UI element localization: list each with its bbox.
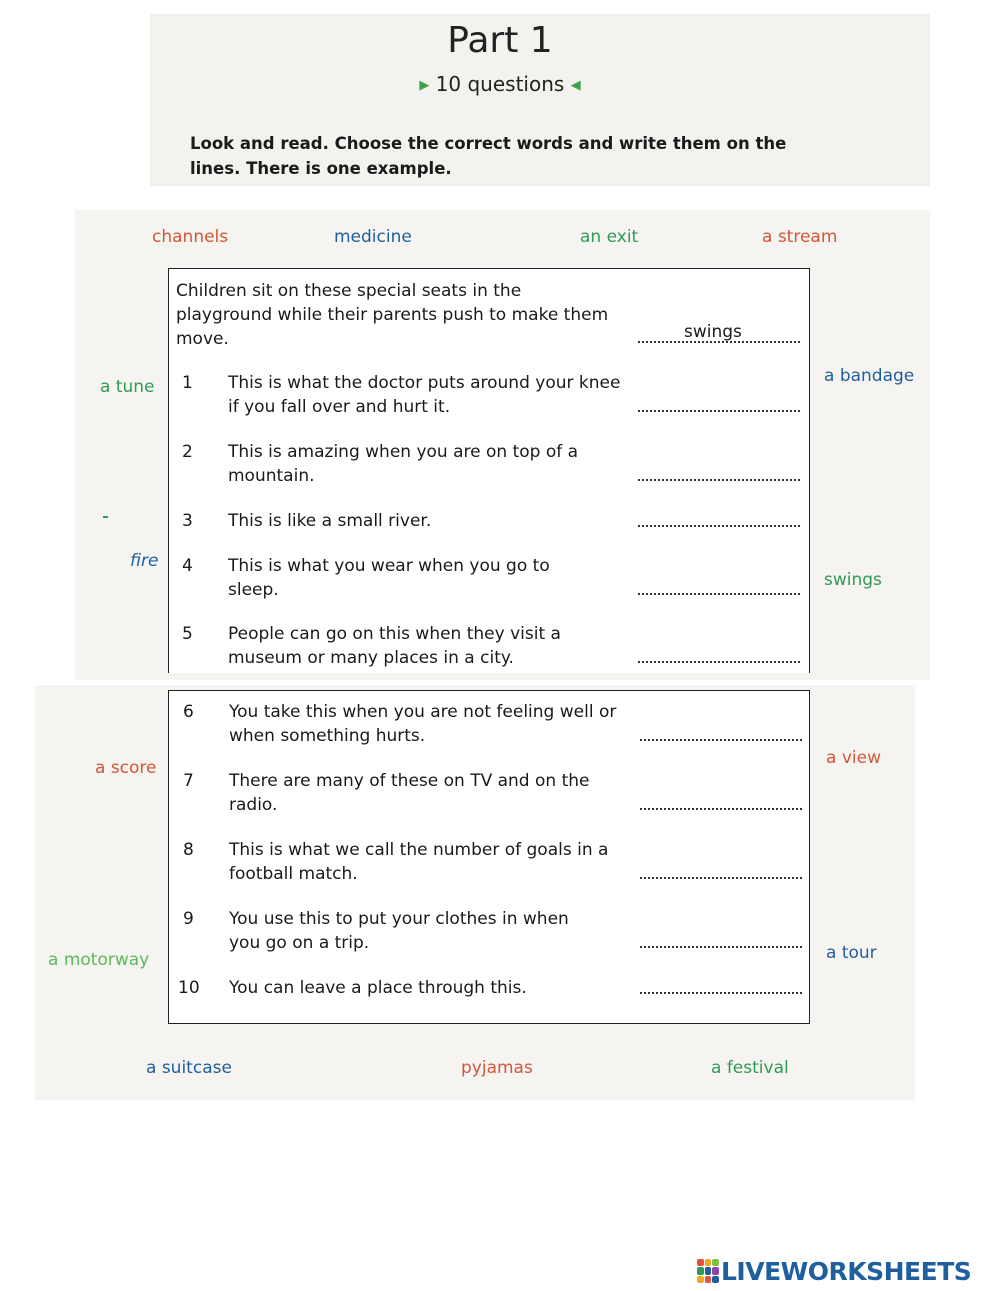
example-answer: swings <box>684 322 742 342</box>
question-number: 5 <box>182 624 193 644</box>
word-pyjamas: pyjamas <box>461 1058 533 1078</box>
triangle-right-icon: ▶ <box>419 78 430 93</box>
question-text: You take this when you are not feeling well or when something hurts. <box>229 702 617 746</box>
question-text: There are many of these on TV and on the radio. <box>229 771 590 815</box>
question-number: 3 <box>182 511 193 531</box>
word-a-tune: a tune <box>100 377 155 397</box>
word-a-tour: a tour <box>826 943 877 963</box>
page-title: Part 1 <box>447 20 553 61</box>
question-number: 7 <box>183 771 194 791</box>
question-number: 9 <box>183 909 194 929</box>
question-text: People can go on this when they visit a museum or many places in a city. <box>228 624 561 668</box>
answer-line-6[interactable] <box>640 739 802 741</box>
question-count-label: 10 questions <box>435 72 565 96</box>
answer-line-10[interactable] <box>640 992 802 994</box>
answer-line-7[interactable] <box>640 808 802 810</box>
answer-line-3[interactable] <box>638 525 800 527</box>
answer-line-5[interactable] <box>638 661 800 663</box>
question-text: This is what we call the number of goals in a football match. <box>229 840 609 884</box>
word-a-score: a score <box>95 758 157 778</box>
instructions: Look and read. Choose the correct words and write them on the lines. There is one example. <box>190 134 787 178</box>
word-fire: fire <box>130 551 159 571</box>
answer-line-9[interactable] <box>640 946 802 948</box>
question-text: You can leave a place through this. <box>229 978 527 998</box>
question-text: This is what you wear when you go to sleep. <box>228 556 550 600</box>
logo-mark-icon <box>697 1259 719 1283</box>
answer-line-8[interactable] <box>640 877 802 879</box>
word-a-motorway: a motorway <box>48 950 150 970</box>
answer-line-2[interactable] <box>638 479 800 481</box>
question-text: This is like a small river. <box>228 511 432 531</box>
question-number: 4 <box>182 556 193 576</box>
answer-line-4[interactable] <box>638 593 800 595</box>
question-number: 1 <box>182 373 193 393</box>
question-count <box>0 72 1000 96</box>
word-a-suitcase: a suitcase <box>146 1058 232 1078</box>
word-a-bandage: a bandage <box>824 366 915 386</box>
word-channels: channels <box>152 227 229 247</box>
word-an-exit: an exit <box>580 227 639 247</box>
word-medicine: medicine <box>334 227 412 247</box>
word-swings: swings <box>824 570 882 590</box>
word-a-festival: a festival <box>711 1058 789 1078</box>
word-a-view: a view <box>826 748 881 768</box>
question-number: 6 <box>183 702 194 722</box>
stray-mark <box>103 516 108 518</box>
question-text: This is what the doctor puts around your knee if you fall over and hurt it. <box>228 373 621 417</box>
logo-text: LIVEWORKSHEETS <box>721 1256 972 1286</box>
example-question: Children sit on these special seats in the playground while their parents push to make them move. <box>176 281 609 349</box>
question-text: You use this to put your clothes in when you go on a trip. <box>229 909 569 953</box>
word-a-stream: a stream <box>762 227 838 247</box>
answer-line-1[interactable] <box>638 410 800 412</box>
liveworksheets-logo <box>697 1257 971 1285</box>
question-number: 8 <box>183 840 194 860</box>
question-number: 10 <box>178 978 200 998</box>
example-answer-line <box>638 341 800 343</box>
question-text: This is amazing when you are on top of a mountain. <box>228 442 579 486</box>
triangle-left-icon: ◀ <box>570 78 581 93</box>
question-number: 2 <box>182 442 193 462</box>
